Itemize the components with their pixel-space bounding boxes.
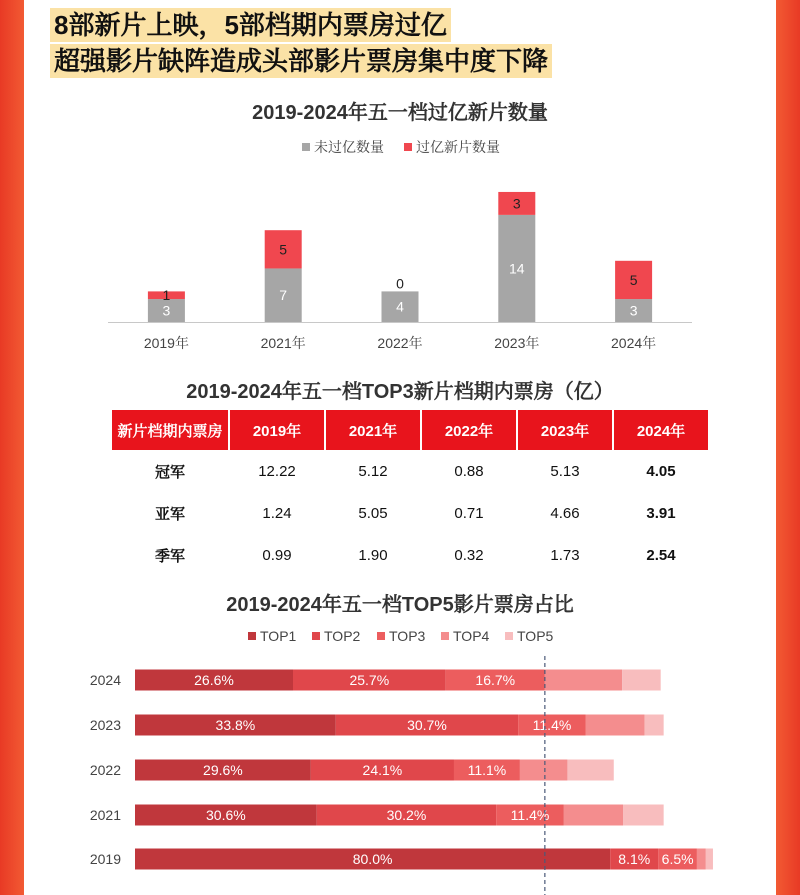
y-tick-2023: 2023 (89, 717, 121, 733)
data-label-2024-TOP3: 16.7% (475, 672, 516, 688)
table-cell: 4.05 (646, 462, 676, 480)
legend-label-TOP3: TOP3 (389, 628, 426, 644)
chart3-title: 2019-2024年五一档TOP5影片票房占比 (226, 594, 574, 616)
data-label-2023年-series-1: 14 (509, 260, 525, 277)
x-tick-2021年: 2021年 (260, 335, 306, 351)
legend-swatch-2 (404, 143, 412, 151)
bar-2021-TOP5 (623, 805, 663, 826)
table-row (112, 492, 708, 534)
chart1-stacked-column (0, 130, 800, 365)
legend-swatch-TOP2 (312, 632, 320, 640)
data-label-2019-TOP3: 6.5% (661, 851, 694, 867)
y-tick-2019: 2019 (89, 851, 121, 867)
data-label-2023-TOP2: 30.7% (407, 717, 447, 733)
data-label-2024年-series-1: 3 (629, 302, 638, 319)
legend-label-2: 过亿新片数量 (416, 139, 500, 155)
data-label-2021年-series-1: 7 (279, 287, 288, 304)
table-row (112, 534, 708, 576)
chart1-title: 2019-2024年五一档过亿新片数量 (252, 102, 548, 124)
box-office-table (110, 410, 710, 576)
table-cell: 1.24 (262, 504, 292, 522)
chart3-stacked-horizontal-bar (0, 620, 800, 895)
table-cell: 0.32 (454, 546, 484, 564)
table-row (112, 450, 708, 492)
data-label-2019年-series-1: 3 (162, 302, 171, 319)
data-label-2024-TOP1: 26.6% (194, 672, 234, 688)
headline-line-1: 8部新片上映，5部档期内票房过亿 (50, 8, 451, 42)
data-label-2022-TOP1: 29.6% (203, 762, 243, 778)
bar-2024-TOP5 (622, 670, 661, 691)
table-row-label: 冠军 (154, 463, 185, 481)
legend-label-TOP2: TOP2 (324, 628, 361, 644)
table-cell: 2.54 (646, 546, 676, 564)
data-label-2022年-series-2: 0 (396, 275, 404, 292)
table-header-4: 2023年 (518, 410, 612, 450)
bar-2023-TOP5 (645, 715, 664, 736)
table-header-2: 2021年 (326, 410, 420, 450)
x-tick-2022年: 2022年 (377, 335, 423, 351)
x-tick-2024年: 2024年 (611, 335, 657, 351)
headline (50, 8, 552, 80)
legend-label-TOP1: TOP1 (260, 628, 297, 644)
data-label-2022-TOP3: 11.1% (467, 762, 507, 778)
legend-label-1: 未过亿数量 (314, 139, 384, 155)
data-label-2021年-series-2: 5 (279, 241, 288, 258)
legend-swatch-TOP3 (377, 632, 385, 640)
data-label-2019-TOP2: 8.1% (618, 851, 651, 867)
table-cell: 5.12 (358, 462, 388, 480)
table-cell: 0.71 (454, 504, 484, 522)
table-header-0: 新片档期内票房 (112, 410, 228, 450)
data-label-2019-TOP1: 80.0% (352, 851, 393, 867)
data-label-2023-TOP3: 11.4% (532, 717, 572, 733)
bar-2019-TOP4 (697, 849, 706, 870)
table-cell: 1.90 (358, 546, 388, 564)
data-label-2021-TOP3: 11.4% (510, 807, 550, 823)
bar-2024-TOP4 (545, 670, 622, 691)
table-cell: 3.91 (646, 504, 676, 522)
legend-label-TOP4: TOP4 (453, 628, 490, 644)
data-label-2024年-series-2: 5 (629, 271, 638, 288)
y-tick-2021: 2021 (89, 807, 121, 823)
legend-swatch-TOP5 (505, 632, 513, 640)
legend-swatch-1 (302, 143, 310, 151)
legend-swatch-TOP4 (441, 632, 449, 640)
bar-2022-TOP4 (520, 760, 568, 781)
data-label-2021-TOP1: 30.6% (206, 807, 246, 823)
data-label-2023年-series-2: 3 (512, 195, 521, 212)
table-cell: 5.05 (358, 504, 388, 522)
table-title: 2019-2024年五一档TOP3新片档期内票房（亿） (186, 381, 614, 403)
bar-2021-TOP4 (564, 805, 623, 826)
table-header-3: 2022年 (422, 410, 516, 450)
legend-label-TOP5: TOP5 (517, 628, 554, 644)
data-label-2022-TOP2: 24.1% (362, 762, 403, 778)
data-label-2021-TOP2: 30.2% (386, 807, 427, 823)
table-row-label: 亚军 (154, 505, 185, 523)
bar-2023-TOP4 (586, 715, 645, 736)
bar-2019-TOP5 (706, 849, 713, 870)
data-label-2022年-series-1: 4 (396, 298, 404, 315)
table-cell: 0.99 (262, 546, 292, 564)
table-cell: 4.66 (550, 504, 580, 522)
headline-line-2: 超强影片缺阵造成头部影片票房集中度下降 (50, 44, 552, 78)
table-row-label: 季军 (154, 547, 185, 565)
data-label-2024-TOP2: 25.7% (349, 672, 390, 688)
bar-2022-TOP5 (567, 760, 613, 781)
x-tick-2023年: 2023年 (494, 335, 540, 351)
x-tick-2019年: 2019年 (143, 335, 189, 351)
y-tick-2024: 2024 (89, 672, 121, 688)
table-header-5: 2024年 (614, 410, 708, 450)
legend-swatch-TOP1 (248, 632, 256, 640)
y-tick-2022: 2022 (89, 762, 121, 778)
table-cell: 12.22 (258, 462, 296, 480)
table-cell: 1.73 (550, 546, 580, 564)
table-cell: 0.88 (454, 462, 484, 480)
table-header-1: 2019年 (230, 410, 324, 450)
data-label-2023-TOP1: 33.8% (215, 717, 256, 733)
data-label-2019年-series-2: 1 (162, 287, 171, 304)
table-cell: 5.13 (550, 462, 580, 480)
